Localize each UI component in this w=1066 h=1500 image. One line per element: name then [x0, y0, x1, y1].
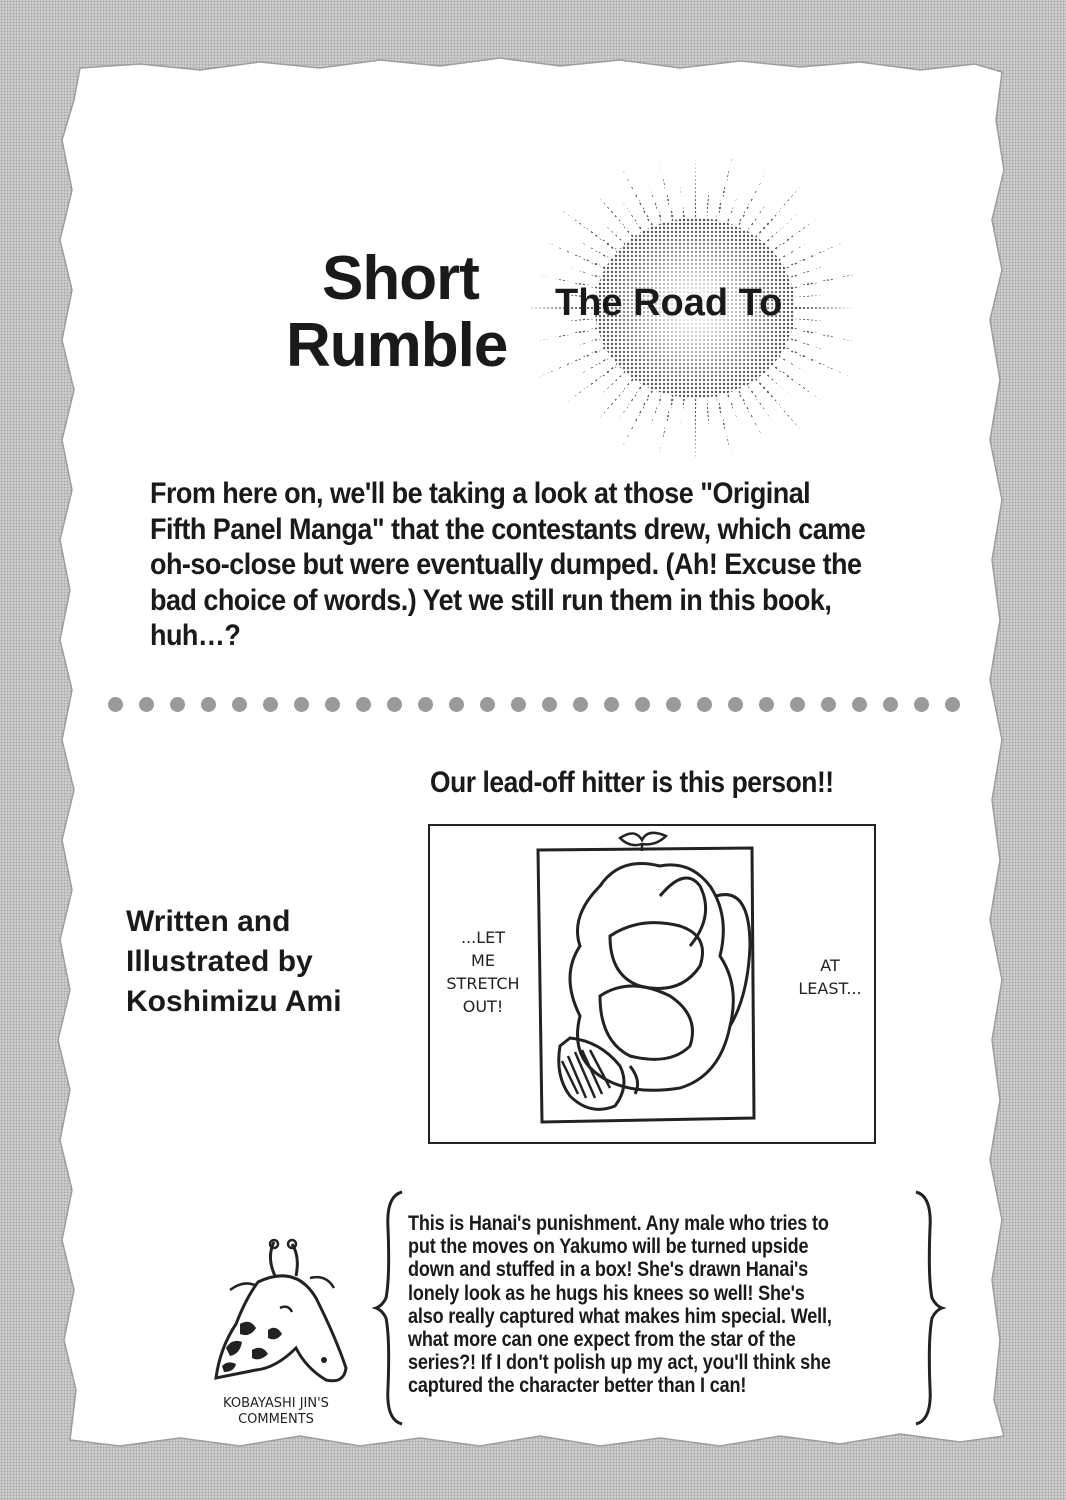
title-short: Short	[322, 244, 479, 313]
divider-dot	[573, 697, 588, 712]
caption-line-2: COMMENTS	[238, 1412, 314, 1427]
divider-dot	[852, 697, 867, 712]
divider-dot	[945, 697, 960, 712]
comments-caption	[196, 1396, 356, 1428]
divider-dot	[449, 697, 464, 712]
credit-line-2: Illustrated by	[126, 945, 313, 978]
divider-dot	[232, 697, 247, 712]
divider-dot	[201, 697, 216, 712]
manga-panel	[428, 824, 876, 1144]
divider-dot	[480, 697, 495, 712]
speech-right: AT LEAST...	[798, 956, 862, 998]
speech-left: ...LET ME STRETCH OUT!	[446, 928, 520, 1016]
divider-dot	[387, 697, 402, 712]
divider-dot	[542, 697, 557, 712]
comment-text: This is Hanai's punishment. Any male who tries to put the moves on Yakumo will be turned upside down and stuffed in a box! She's drawn Hanai's lonely look as he hugs his knees so well! She's also really captured what makes him special. Well, what more can one expect from the star of the series?! If I don't polish up my act, you'll think she captured the character better than I can!	[408, 1212, 832, 1398]
giraffe-icon	[196, 1238, 356, 1388]
divider-dot	[914, 697, 929, 712]
divider-dot	[821, 697, 836, 712]
intro-paragraph: From here on, we'll be taking a look at those "Original Fifth Panel Manga" that the contestants drew, which came oh-so-close but were eventually dumped. (Ah! Excuse the bad choice of words.) Yet we still run them in this book, huh…?	[150, 477, 866, 652]
divider-dot	[170, 697, 185, 712]
title-rumble: Rumble	[286, 311, 508, 380]
divider-dot	[666, 697, 681, 712]
divider-dot	[790, 697, 805, 712]
divider-dot	[418, 697, 433, 712]
divider-dot	[356, 697, 371, 712]
caption-line-1: KOBAYASHI JIN'S	[223, 1396, 329, 1411]
dotted-divider	[108, 697, 968, 715]
divider-dot	[697, 697, 712, 712]
leadoff-heading: Our lead-off hitter is this person!!	[430, 766, 834, 799]
divider-dot	[139, 697, 154, 712]
title-road-to: The Road To	[555, 282, 783, 324]
divider-dot	[604, 697, 619, 712]
credit-line-3: Koshimizu Ami	[126, 985, 342, 1018]
author-credit	[126, 902, 342, 1022]
left-brace	[372, 1188, 412, 1428]
divider-dot	[294, 697, 309, 712]
divider-dot	[728, 697, 743, 712]
divider-dot	[759, 697, 774, 712]
right-brace	[906, 1188, 946, 1428]
divider-dot	[511, 697, 526, 712]
divider-dot	[635, 697, 650, 712]
divider-dot	[263, 697, 278, 712]
divider-dot	[883, 697, 898, 712]
divider-dot	[325, 697, 340, 712]
divider-dot	[108, 697, 123, 712]
credit-line-1: Written and	[126, 905, 291, 938]
